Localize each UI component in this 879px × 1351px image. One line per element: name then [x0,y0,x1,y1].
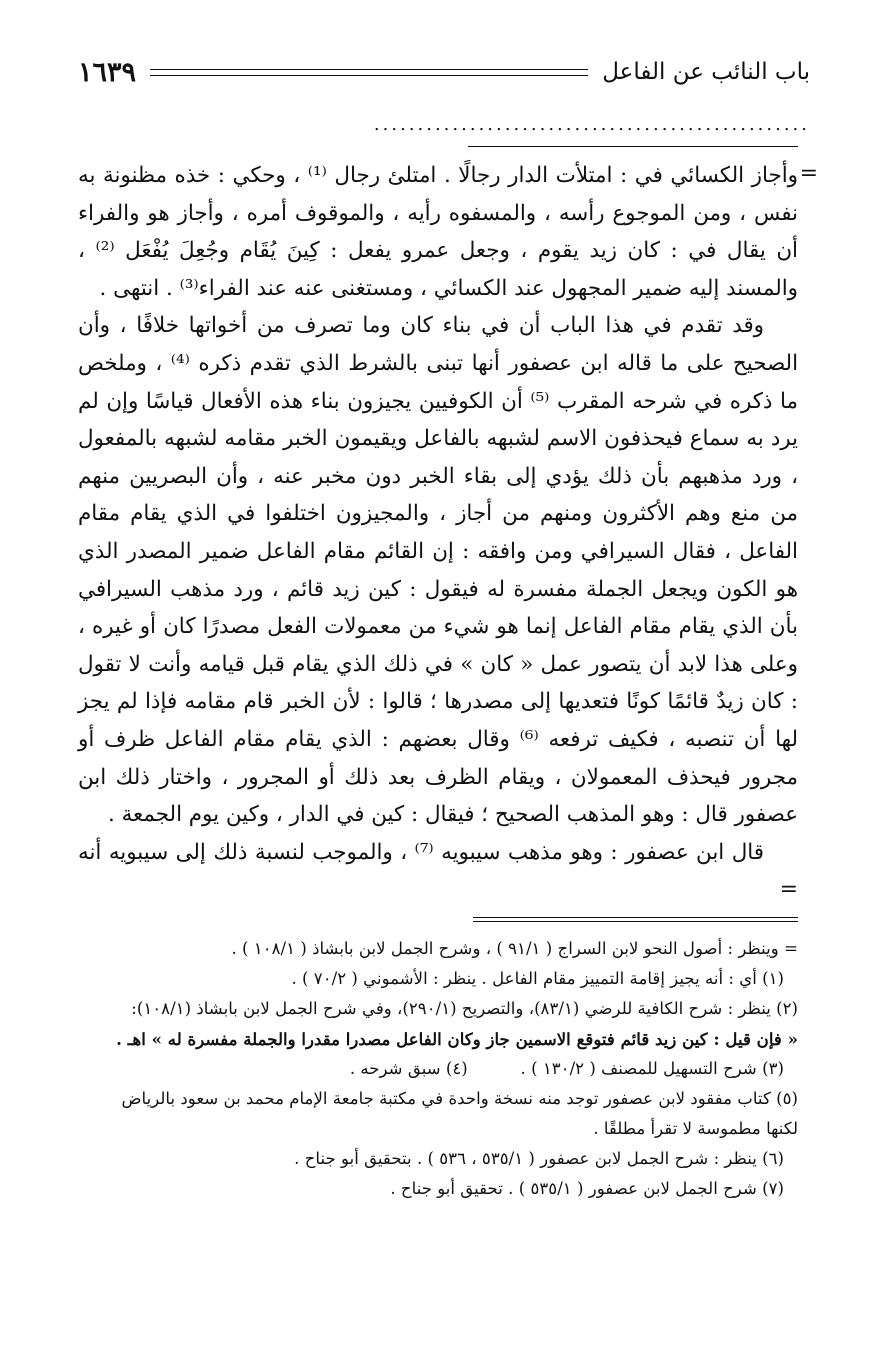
footnote-1: (١) أي : أنه يجيز إقامة التمييز مقام الفاعل . ينظر : الأشموني ( ٧٠/٢ ) . [291,968,784,988]
footnote-5-cont: لكنها مطموسة لا تقرأ مطلقًا . [593,1118,798,1138]
continuation-marker-start: = [799,161,818,186]
book-page [78,52,818,1204]
footnote-2: (٢) ينظر : شرح الكافية للرضي (٨٣/١)، والتصريح (٢٩٠/١)، وفي شرح الجمل لابن بابشاذ (١٠٨/١): [131,998,798,1018]
dotted-separator: .................................................. [373,118,810,132]
footnote-7: (٧) شرح الجمل لابن عصفور ( ٥٣٥/١ ) . تحقيق أبو جناح . [390,1178,784,1198]
paragraph-3-text: قال ابن عصفور : وهو مذهب سيبويه ⁽⁷⁾ ، والموجب لنسبة ذلك إلى سيبويه أنه [78,839,764,865]
footnote-5: (٥) كتاب مفقود لابن عصفور توجد منه نسخة واحدة في مكتبة جامعة الإمام محمد بن سعود بالرياض [121,1088,798,1108]
paragraph-3 [78,834,810,909]
footnote-2-quote: « فإن قيل : كين زيد قائم فتوقع الاسمين جاز وكان الفاعل مصدرا مقدرا والجملة مفسرة له » اهـ . [116,1028,798,1049]
footnote-3-4: (٣) شرح التسهيل للمصنف ( ١٣٠/٢ ) . (٤) سبق شرحه . [349,1058,784,1078]
top-rule [468,146,798,147]
main-text [78,157,818,909]
paragraph-1: وأجاز الكسائي في : امتلأت الدار رجالًا . امتلئ رجال ⁽¹⁾ ، وحكي : خذه مظنونة به نفس ، ومن الموجوع رأسه ، والمسفوه رأيه ، والموقوف أمره ، وأجاز هو والفراء أن يقال في : كان زيد يقوم ، وجعل عمرو يفعل : كِينَ يُقَام وجُعِلَ يُفْعَل ⁽²⁾ ، والمسند إليه ضمير المجهول عند الكسائي ، ومستغنى عنه عند الفراء⁽³⁾ . انتهى . [78,163,798,301]
footnote-continuation: = وينظر : أصول النحو لابن السراج ( ٩١/١ ) ، وشرح الجمل لابن بابشاذ ( ١٠٨/١ ) . [231,938,798,958]
page-number: ١٦٣٩ [78,56,137,88]
continuation-marker-end: = [779,877,798,903]
header-rule [150,69,588,76]
footnote-separator [78,917,810,922]
footnotes [78,934,810,1204]
footnote-6: (٦) ينظر : شرح الجمل لابن عصفور ( ٥٣٥/١ ، ٥٣٦ ) . بتحقيق أبو جناح . [294,1148,784,1168]
running-header [78,52,810,92]
paragraph-2: وقد تقدم في هذا الباب أن في بناء كان وما تصرف من أخواتها خلافًا ، وأن الصحيح على ما قاله ابن عصفور أنها تبنى بالشرط الذي تقدم ذكره ⁽⁴⁾ ، وملخص ما ذكره في شرحه المقرب ⁽⁵⁾ أن الكوفيين يجيزون بناء هذه الأفعال قياسًا وإن لم يرد به سماع فيحذفون الاسم لشبهه بالفاعل ويقيمون الخبر مقامه لشبهه بالمفعول ، ورد مذهبهم بأن ذلك يؤدي إلى بقاء الخبر دون مخبر عنه ، وأن البصريين منهم من منع وهم الأكثرون ومنهم من أجاز ، والمجيزون اختلفوا في الذي يقام مقام الفاعل ، فقال السيرافي ومن وافقه : إن القائم مقام الفاعل ضمير المصدر الذي هو الكون ويجعل الجملة مفسرة له فيقول : كين زيد قائم ، ورد مذهب السيرافي بأن الذي يقام مقام الفاعل إنما هو شيء من معمولات الفعل مصدرًا كان أو غيره ، وعلى هذا لابد أن يتصور عمل « كان » في ذلك الذي يقام قبل قيامه وأنت لا تقول : كان زيدٌ قائمًا كونًا فتعديها إلى مصدرها ؛ قالوا : لأن الخبر قام مقامه فإذا لم يجز لها أن تنصبه ، فكيف ترفعه ⁽⁶⁾ وقال بعضهم : الذي يقام مقام الفاعل ظرف أو مجرور فيحذف المعمولان ، ويقام الظرف بعد ذلك أو المجرور ، واختار ذلك ابن عصفور قال : وهو المذهب الصحيح ؛ فيقال : كين في الدار ، وكين يوم الجمعة . [78,313,799,828]
chapter-title: باب النائب عن الفاعل [602,59,810,85]
